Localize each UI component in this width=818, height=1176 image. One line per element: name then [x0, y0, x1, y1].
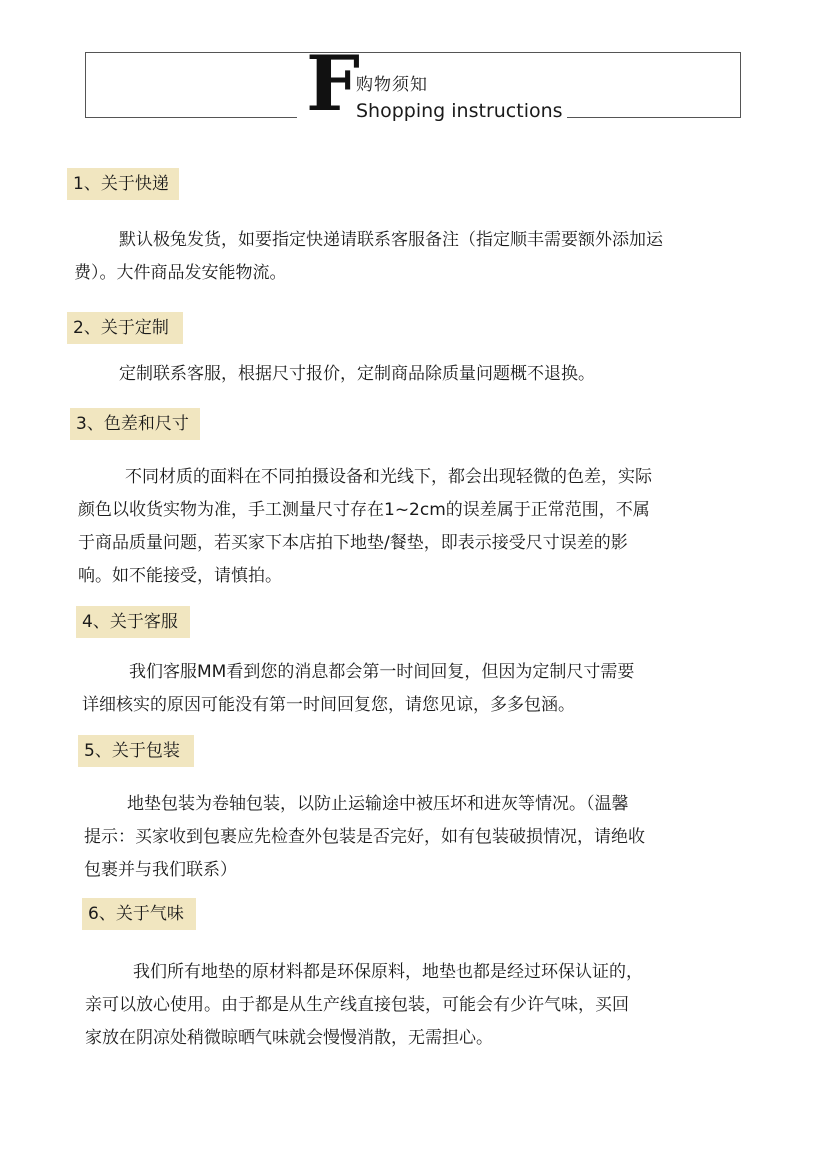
- header-title-en: Shopping instructions: [356, 100, 563, 122]
- header-initial-letter: F: [306, 39, 360, 128]
- body-line: 地垫包装为卷轴包装，以防止运输途中被压坏和进灰等情况。（温馨: [127, 794, 629, 814]
- body-line: 颜色以收货实物为准，手工测量尺寸存在1~2cm的误差属于正常范围，不属: [78, 500, 650, 520]
- body-line: 详细核实的原因可能没有第一时间回复您，请您见谅，多多包涵。: [82, 695, 575, 715]
- section-body-custom: [74, 358, 595, 391]
- body-line: 于商品质量问题，若买家下本店拍下地垫/餐垫，即表示接受尺寸误差的影: [78, 533, 628, 553]
- body-line: 我们客服MM看到您的消息都会第一时间回复，但因为定制尺寸需要: [129, 662, 635, 682]
- body-line: 家放在阴凉处稍微晾晒气味就会慢慢消散，无需担心。: [85, 1028, 493, 1048]
- body-line: 定制联系客服，根据尺寸报价，定制商品除质量问题概不退换。: [119, 364, 595, 384]
- section-heading-shipping: 1、关于快递: [67, 168, 179, 200]
- header-rule-right: [567, 117, 741, 118]
- section-body-color-size: [78, 461, 652, 593]
- section-heading-packaging: 5、关于包装: [78, 735, 194, 767]
- body-line: 包裹并与我们联系）: [84, 860, 237, 880]
- section-heading-color-size: 3、色差和尺寸: [70, 408, 200, 440]
- section-heading-odor: 6、关于气味: [82, 898, 196, 930]
- section-heading-custom: 2、关于定制: [67, 312, 183, 344]
- section-body-odor: [85, 956, 643, 1055]
- body-line: 默认极兔发货，如要指定快递请联系客服备注（指定顺丰需要额外添加运: [119, 230, 663, 250]
- body-line: 响。如不能接受，请慎拍。: [78, 566, 282, 586]
- body-line: 提示：买家收到包裹应先检查外包装是否完好，如有包装破损情况，请绝收: [84, 827, 645, 847]
- header-rule-left: [85, 117, 297, 118]
- section-body-packaging: [84, 788, 645, 887]
- header-title-cn: 购物须知: [356, 75, 428, 95]
- body-line: 不同材质的面料在不同拍摄设备和光线下，都会出现轻微的色差，实际: [125, 467, 652, 487]
- body-line: 亲可以放心使用。由于都是从生产线直接包装，可能会有少许气味，买回: [85, 995, 629, 1015]
- body-line: 费）。大件商品发安能物流。: [74, 263, 287, 283]
- section-heading-service: 4、关于客服: [76, 606, 190, 638]
- body-line: 我们所有地垫的原材料都是环保原料，地垫也都是经过环保认证的，: [133, 962, 643, 982]
- section-body-service: [82, 656, 634, 722]
- section-body-shipping: [74, 224, 663, 290]
